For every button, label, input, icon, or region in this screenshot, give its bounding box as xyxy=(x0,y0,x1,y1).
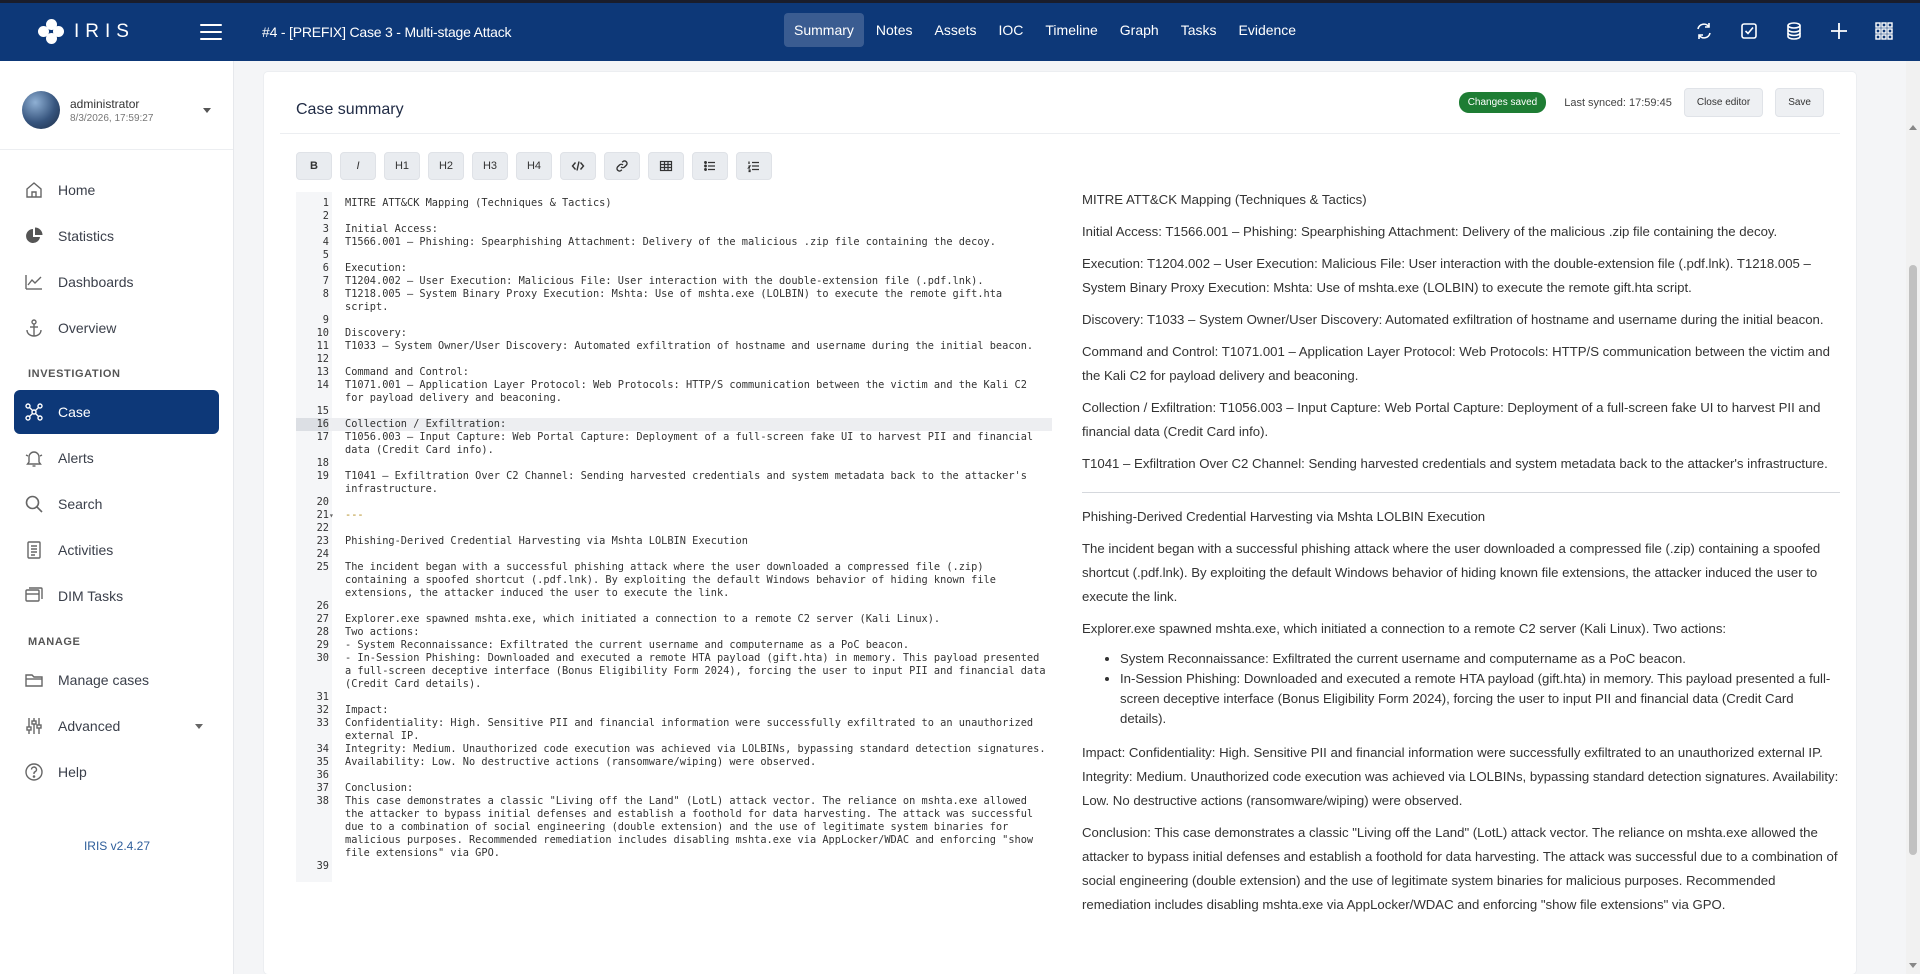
section-investigation: INVESTIGATION xyxy=(28,368,121,380)
preview-paragraph: Phishing-Derived Credential Harvesting via Mshta LOLBIN Execution xyxy=(1082,509,1486,524)
sidebar-item-label: Alerts xyxy=(58,450,94,466)
line-number: 18 xyxy=(316,457,329,469)
scrollbar-thumb[interactable] xyxy=(1909,265,1917,855)
line-text xyxy=(345,353,1051,366)
brand[interactable] xyxy=(0,19,200,45)
editor-line[interactable] xyxy=(296,431,1052,457)
fold-spacer xyxy=(329,314,339,327)
editor-line[interactable] xyxy=(296,743,1052,756)
line-text xyxy=(345,600,1051,613)
fold-spacer xyxy=(329,717,339,743)
editor-line[interactable] xyxy=(296,379,1052,405)
editor-line[interactable] xyxy=(296,548,1052,561)
line-number: 38 xyxy=(316,795,329,807)
line-number: 27 xyxy=(316,613,329,625)
sidebar-item-label: Case xyxy=(58,404,91,420)
avatar xyxy=(22,91,60,129)
line-text xyxy=(345,860,1051,873)
list-item: • System Reconnaissance: Exfiltrated the current username and computername as a PoC beacon. xyxy=(1120,649,1840,669)
menu-toggle-icon[interactable] xyxy=(200,24,222,40)
link-icon xyxy=(615,159,629,173)
fold-spacer xyxy=(329,522,339,535)
editor-line[interactable] xyxy=(296,626,1052,639)
editor-line[interactable] xyxy=(296,405,1052,418)
save-button[interactable]: Save xyxy=(1775,88,1824,117)
alert-bell-icon xyxy=(24,448,44,468)
line-number: 34 xyxy=(316,743,329,755)
code-button[interactable] xyxy=(560,152,596,180)
scroll-up-icon[interactable] xyxy=(1909,125,1917,130)
editor-line[interactable] xyxy=(296,418,1052,431)
tab-notes[interactable]: Notes xyxy=(875,22,913,38)
fold-spacer xyxy=(329,340,339,353)
sidebar-item-label: Dashboards xyxy=(58,274,134,290)
case-network-icon xyxy=(24,402,44,422)
preview-paragraph: Conclusion: This case demonstrates a classic "Living off the Land" (LotL) attack vector. The reliance on mshta.exe allowed the attacker to bypass initial defenses and establish a foothold for data harvesting. The attack was successful due to a combination of social engineering (double extension) and the use of legitimate system binaries for malicious purposes. Recommended remediation includes disabling mshta.exe via AppLocker/WDAC and enforcing "show file extensions" via GPO. xyxy=(1082,825,1838,912)
numbered-list-icon xyxy=(747,159,761,173)
preview-list xyxy=(1120,649,1840,729)
editor-line[interactable] xyxy=(296,327,1052,340)
editor-line[interactable] xyxy=(296,561,1052,600)
last-synced: Last synced: 17:59:45 xyxy=(1564,96,1672,109)
editor-line[interactable] xyxy=(296,535,1052,548)
tab-graph[interactable]: Graph xyxy=(1119,22,1159,38)
editor-line[interactable] xyxy=(296,782,1052,795)
preview-paragraph: Collection / Exfiltration: T1056.003 – Input Capture: Web Portal Capture: Deployment of a full-screen fake UI to harvest PII and financial data (Credit Card info). xyxy=(1082,400,1821,439)
brand-name: IRIS xyxy=(74,21,135,42)
sidebar-item-label: Overview xyxy=(58,320,117,336)
editor-line[interactable] xyxy=(296,860,1052,873)
preview-paragraph: Impact: Confidentiality: High. Sensitive PII and financial information were successfully exfiltrated to an unauthorized external IP. Integrity: Medium. Unauthorized code execution was achieved via LOLBINs, bypassing standard detection signatures. Availability: Low. No destructive actions (ransomware/wiping) were observed. xyxy=(1082,745,1839,808)
editor-line[interactable] xyxy=(296,249,1052,262)
line-number: 31 xyxy=(316,691,329,703)
editor-line[interactable] xyxy=(296,457,1052,470)
status-badge: Changes saved xyxy=(1459,92,1547,113)
editor-line[interactable] xyxy=(296,236,1052,249)
header-actions xyxy=(1459,88,1824,117)
tab-tasks[interactable]: Tasks xyxy=(1180,22,1217,38)
bullet-list-icon xyxy=(703,159,717,173)
line-number: 16 xyxy=(296,418,329,431)
case-tabs xyxy=(784,13,1306,47)
line-text: Availability: Low. No destructive actions (ransomware/wiping) were observed. xyxy=(345,756,817,768)
sidebar-item-activities[interactable] xyxy=(14,528,219,572)
line-text: T1041 – Exfiltration Over C2 Channel: Sending harvested credentials and system metadata back to the attacker's infrastructure. xyxy=(345,470,1034,495)
line-text: Execution: xyxy=(345,262,407,274)
chevron-down-icon[interactable] xyxy=(195,724,203,729)
line-number: 11 xyxy=(316,340,329,352)
preview-paragraph: Execution: T1204.002 – User Execution: Malicious File: User interaction with the double-extension file (.pdf.lnk). T1218.005 – System Binary Proxy Execution: Mshta: Use of mshta.exe (LOLBIN) to execute the remote gift.hta script. xyxy=(1082,256,1811,295)
fold-spacer xyxy=(329,379,339,405)
line-number: 22 xyxy=(316,522,329,534)
editor-line[interactable] xyxy=(296,613,1052,626)
h1-button[interactable]: H1 xyxy=(384,152,420,180)
user-menu[interactable] xyxy=(0,61,233,141)
editor-line[interactable] xyxy=(296,639,1052,652)
search-icon xyxy=(24,494,44,514)
folder-icon xyxy=(24,670,44,690)
section-manage: MANAGE xyxy=(28,636,81,648)
line-number: 1 xyxy=(322,197,329,209)
line-chart-icon xyxy=(24,272,44,292)
case-title: #4 - [PREFIX] Case 3 - Multi-stage Attack xyxy=(262,24,512,40)
line-text xyxy=(345,210,1051,223)
sidebar-item-label: Help xyxy=(58,764,87,780)
h2-button[interactable]: H2 xyxy=(428,152,464,180)
fold-spacer xyxy=(329,535,339,548)
card-header xyxy=(280,72,1840,134)
line-number: 13 xyxy=(316,366,329,378)
line-number: 21 xyxy=(316,509,329,521)
top-bar xyxy=(0,0,1920,61)
editor-line[interactable] xyxy=(296,210,1052,223)
fold-spacer xyxy=(329,756,339,769)
sidebar-item-overview[interactable] xyxy=(14,306,219,350)
editor-line[interactable] xyxy=(296,600,1052,613)
numbered-list-button[interactable] xyxy=(736,152,772,180)
fold-spacer xyxy=(329,561,339,600)
editor-toolbar xyxy=(296,152,772,180)
line-number: 33 xyxy=(316,717,329,729)
line-number: 37 xyxy=(316,782,329,794)
close-editor-button[interactable]: Close editor xyxy=(1684,88,1763,117)
sidebar-item-help[interactable] xyxy=(14,750,219,794)
fold-spacer xyxy=(329,249,339,262)
tab-timeline[interactable]: Timeline xyxy=(1045,22,1098,38)
line-text xyxy=(345,314,1051,327)
line-number: 9 xyxy=(322,314,329,326)
line-number: 6 xyxy=(322,262,329,274)
fold-spacer xyxy=(329,613,339,626)
line-text xyxy=(345,522,1051,535)
fold-spacer xyxy=(329,197,339,210)
activities-icon xyxy=(24,540,44,560)
fold-spacer xyxy=(329,275,339,288)
line-number: 28 xyxy=(316,626,329,638)
line-number: 30 xyxy=(316,652,329,664)
sidebar-item-search[interactable] xyxy=(14,482,219,526)
line-text xyxy=(345,548,1051,561)
fold-spacer xyxy=(329,236,339,249)
fold-spacer xyxy=(329,769,339,782)
fold-spacer xyxy=(329,457,339,470)
line-number: 26 xyxy=(316,600,329,612)
line-text: Conclusion: xyxy=(345,782,414,794)
fold-spacer xyxy=(329,795,339,860)
fold-spacer xyxy=(329,782,339,795)
line-number: 35 xyxy=(316,756,329,768)
sidebar-item-alerts[interactable] xyxy=(14,436,219,480)
line-text: Explorer.exe spawned mshta.exe, which initiated a connection to a remote C2 server (Kali Linux). xyxy=(345,613,941,625)
fold-spacer xyxy=(329,639,339,652)
editor-line[interactable] xyxy=(296,496,1052,509)
case-summary-card xyxy=(264,72,1856,974)
editor-line[interactable] xyxy=(296,704,1052,717)
editor-line[interactable] xyxy=(296,353,1052,366)
line-number: 32 xyxy=(316,704,329,716)
list-item: • In-Session Phishing: Downloaded and executed a remote HTA payload (gift.hta) in memory. This payload presented a full-screen deceptive interface (Bonus Eligibility Form 2024), forcing the user to input PII and financial data (Credit Card details). xyxy=(1120,669,1840,729)
line-number: 36 xyxy=(316,769,329,781)
tab-evidence[interactable]: Evidence xyxy=(1238,22,1297,38)
line-number: 10 xyxy=(316,327,329,339)
editor-lines[interactable] xyxy=(296,197,1052,873)
fold-spacer xyxy=(329,548,339,561)
editor-line[interactable] xyxy=(296,509,1052,522)
fold-spacer xyxy=(329,327,339,340)
editor-line[interactable] xyxy=(296,691,1052,704)
line-number: 24 xyxy=(316,548,329,560)
version-link[interactable]: IRIS v2.4.27 xyxy=(83,839,151,853)
link-button[interactable] xyxy=(604,152,640,180)
line-text: T1566.001 – Phishing: Spearphishing Attachment: Delivery of the malicious .zip file containing the decoy. xyxy=(345,236,996,248)
h4-button[interactable]: H4 xyxy=(516,152,552,180)
sidebar-item-home[interactable] xyxy=(14,168,219,212)
sidebar-item-advanced[interactable] xyxy=(14,704,219,748)
sidebar-item-label: Advanced xyxy=(58,718,121,734)
sidebar-item-dim-tasks[interactable] xyxy=(14,574,219,618)
chevron-down-icon[interactable] xyxy=(203,108,211,113)
line-number: 4 xyxy=(322,236,329,248)
refresh-icon[interactable] xyxy=(1694,21,1714,41)
editor-line[interactable] xyxy=(296,769,1052,782)
preview-paragraph: Command and Control: T1071.001 – Application Layer Protocol: Web Protocols: HTTP/S communication between the victim and the Kali C2 for payload delivery and beaconing. xyxy=(1082,344,1830,383)
line-text: Phishing-Derived Credential Harvesting via Mshta LOLBIN Execution xyxy=(345,535,748,547)
line-text: Two actions: xyxy=(345,626,420,638)
line-number: 25 xyxy=(316,561,329,573)
line-text: - In-Session Phishing: Downloaded and executed a remote HTA payload (gift.hta) in memory. This payload presented a full-screen deceptive interface (Bonus Eligibility Form 2024), forcing the user to input PII and financial data (Credit Card details). xyxy=(345,652,1052,690)
sidebar-item-label: Activities xyxy=(58,542,114,558)
sidebar-item-label: Search xyxy=(58,496,103,512)
sidebar-item-statistics[interactable] xyxy=(14,214,219,258)
sidebar-item-label: Manage cases xyxy=(58,672,150,688)
sidebar xyxy=(0,61,234,974)
line-text: T1033 – System Owner/User Discovery: Automated exfiltration of hostname and username during the initial beacon. xyxy=(345,340,1034,352)
preview-paragraph: Discovery: T1033 – System Owner/User Discovery: Automated exfiltration of hostname and username during the initial beacon. xyxy=(1082,312,1824,327)
line-text: Integrity: Medium. Unauthorized code execution was achieved via LOLBINs, bypassing standard detection signatures. xyxy=(345,743,1046,755)
line-text xyxy=(345,457,1051,470)
line-text: T1056.003 – Input Capture: Web Portal Capture: Deployment of a full-screen fake UI to harvest PII and financial data (Credit Card info). xyxy=(345,431,1040,456)
line-text xyxy=(345,249,1051,262)
line-text: - System Reconnaissance: Exfiltrated the current username and computername as a PoC beacon. xyxy=(345,639,910,651)
fold-spacer xyxy=(329,210,339,223)
editor-line[interactable] xyxy=(296,314,1052,327)
fold-spacer xyxy=(329,288,339,314)
table-button[interactable] xyxy=(648,152,684,180)
database-icon[interactable] xyxy=(1784,21,1804,41)
line-number: 15 xyxy=(316,405,329,417)
line-number: 23 xyxy=(316,535,329,547)
user-name: administrator xyxy=(70,96,140,111)
sidebar-item-manage-cases[interactable] xyxy=(14,658,219,702)
line-text xyxy=(345,691,1051,704)
user-info xyxy=(70,97,203,124)
grid-icon[interactable] xyxy=(1874,21,1894,41)
preview-paragraph: The incident began with a successful phishing attack where the user downloaded a compressed file (.zip) containing a spoofed shortcut (.pdf.lnk). By exploiting the default Windows behavior of hiding known file extensions, the attacker induced the user to execute the link. xyxy=(1082,541,1821,604)
line-text xyxy=(345,405,1051,418)
editor-line[interactable] xyxy=(296,223,1052,236)
editor-line[interactable] xyxy=(296,197,1052,210)
dim-tasks-icon xyxy=(24,586,44,606)
bold-button[interactable]: B xyxy=(296,152,332,180)
editor-line[interactable] xyxy=(296,795,1052,860)
sidebar-item-label: Statistics xyxy=(58,228,115,244)
fold-spacer xyxy=(329,470,339,496)
line-text: Discovery: xyxy=(345,327,407,339)
line-text: Impact: xyxy=(345,704,389,716)
sidebar-item-label: Home xyxy=(58,182,96,198)
fold-spacer xyxy=(329,418,339,431)
markdown-preview xyxy=(1082,188,1840,925)
code-icon xyxy=(571,159,585,173)
line-text: T1071.001 – Application Layer Protocol: Web Protocols: HTTP/S communication between the victim and the Kali C2 for payload delivery and beaconing. xyxy=(345,379,1034,404)
editor-line[interactable] xyxy=(296,262,1052,275)
line-text: Collection / Exfiltration: xyxy=(345,418,507,430)
line-text: --- xyxy=(345,509,364,521)
top-actions xyxy=(1694,21,1894,41)
help-icon xyxy=(24,762,44,782)
line-number: 7 xyxy=(322,275,329,287)
fold-spacer xyxy=(329,652,339,691)
page-title: Case summary xyxy=(296,100,404,118)
editor-line[interactable] xyxy=(296,652,1052,691)
preview-paragraph: MITRE ATT&CK Mapping (Techniques & Tactics) xyxy=(1082,192,1367,207)
markdown-editor[interactable] xyxy=(296,192,1052,882)
fold-spacer xyxy=(329,405,339,418)
home-icon xyxy=(24,180,44,200)
line-text: The incident began with a successful phishing attack where the user downloaded a compressed file (.zip) containing a spoofed shortcut (.pdf.lnk). By exploiting the default Windows behavior of hiding known file extensions, the attacker induced the user to execute the link. xyxy=(345,561,1003,599)
line-number: 14 xyxy=(316,379,329,391)
line-number: 8 xyxy=(322,288,329,300)
fold-spacer xyxy=(329,262,339,275)
table-icon xyxy=(659,159,673,173)
editor-line[interactable] xyxy=(296,288,1052,314)
line-text: T1204.002 – User Execution: Malicious File: User interaction with the double-extension file (.pdf.lnk). xyxy=(345,275,984,287)
line-text: Initial Access: xyxy=(345,223,438,235)
tab-ioc[interactable]: IOC xyxy=(998,22,1024,38)
fold-spacer xyxy=(329,431,339,457)
editor-line[interactable] xyxy=(296,275,1052,288)
line-number: 39 xyxy=(316,860,329,872)
anchor-icon xyxy=(24,318,44,338)
line-number: 17 xyxy=(316,431,329,443)
task-check-icon[interactable] xyxy=(1739,21,1759,41)
editor-line[interactable] xyxy=(296,756,1052,769)
line-number: 5 xyxy=(322,249,329,261)
fold-spacer xyxy=(329,860,339,873)
preview-paragraph: Initial Access: T1566.001 – Phishing: Spearphishing Attachment: Delivery of the malicious .zip file containing the decoy. xyxy=(1082,224,1778,239)
line-text: T1218.005 – System Binary Proxy Execution: Mshta: Use of mshta.exe (LOLBIN) to execute the remote gift.hta script. xyxy=(345,288,1009,313)
divider xyxy=(1082,492,1840,493)
tab-assets[interactable]: Assets xyxy=(934,22,977,38)
h3-button[interactable]: H3 xyxy=(472,152,508,180)
line-number: 20 xyxy=(316,496,329,508)
fold-spacer xyxy=(329,626,339,639)
fold-spacer xyxy=(329,496,339,509)
fold-spacer xyxy=(329,743,339,756)
bullet-list-button[interactable] xyxy=(692,152,728,180)
editor-line[interactable] xyxy=(296,340,1052,353)
plus-icon[interactable] xyxy=(1829,21,1849,41)
italic-button[interactable]: I xyxy=(340,152,376,180)
editor-line[interactable] xyxy=(296,717,1052,743)
fold-spacer xyxy=(329,366,339,379)
fold-spacer xyxy=(329,600,339,613)
sidebar-item-case[interactable] xyxy=(14,390,219,434)
line-text: This case demonstrates a classic "Living off the Land" (LotL) attack vector. The reliance on mshta.exe allowed the attacker to bypass initial defenses and establish a foothold for data harvesting. The attack was successful due to a combination of social engineering (double extension) and the use of legitimate system binaries for malicious purposes. Recommended remediation includes disabling mshta.exe via AppLocker/WDAC and enforcing "show file extensions" via GPO. xyxy=(345,795,1040,859)
fold-spacer xyxy=(329,691,339,704)
editor-line[interactable] xyxy=(296,522,1052,535)
line-text xyxy=(345,769,1051,782)
editor-line[interactable] xyxy=(296,470,1052,496)
tab-summary[interactable]: Summary xyxy=(784,13,864,47)
preview-paragraph: T1041 – Exfiltration Over C2 Channel: Sending harvested credentials and system metadata back to the attacker's infrastructure. xyxy=(1082,456,1828,471)
line-text: Command and Control: xyxy=(345,366,469,378)
sliders-icon xyxy=(24,716,44,736)
fold-spacer xyxy=(329,223,339,236)
fold-spacer xyxy=(329,353,339,366)
line-number: 3 xyxy=(322,223,329,235)
scroll-down-icon[interactable] xyxy=(1909,963,1917,968)
line-number: 19 xyxy=(316,470,329,482)
line-text: Confidentiality: High. Sensitive PII and financial information were successfully exfiltrated to an unauthorized external IP. xyxy=(345,717,1040,742)
pie-chart-icon xyxy=(24,226,44,246)
fold-arrow-icon[interactable]: ▾ xyxy=(329,511,334,520)
line-number: 29 xyxy=(316,639,329,651)
line-text xyxy=(345,496,1051,509)
preview-paragraph: Explorer.exe spawned mshta.exe, which initiated a connection to a remote C2 server (Kali Linux). Two actions: xyxy=(1082,621,1727,636)
line-text: MITRE ATT&CK Mapping (Techniques & Tactics) xyxy=(345,197,612,209)
editor-line[interactable] xyxy=(296,366,1052,379)
iris-logo-icon xyxy=(38,19,64,45)
fold-spacer xyxy=(329,704,339,717)
sidebar-item-dashboards[interactable] xyxy=(14,260,219,304)
line-number: 2 xyxy=(322,210,329,222)
line-number: 12 xyxy=(316,353,329,365)
sidebar-menu xyxy=(0,149,233,794)
user-datetime: 8/3/2026, 17:59:27 xyxy=(70,112,154,124)
sidebar-item-label: DIM Tasks xyxy=(58,588,124,604)
